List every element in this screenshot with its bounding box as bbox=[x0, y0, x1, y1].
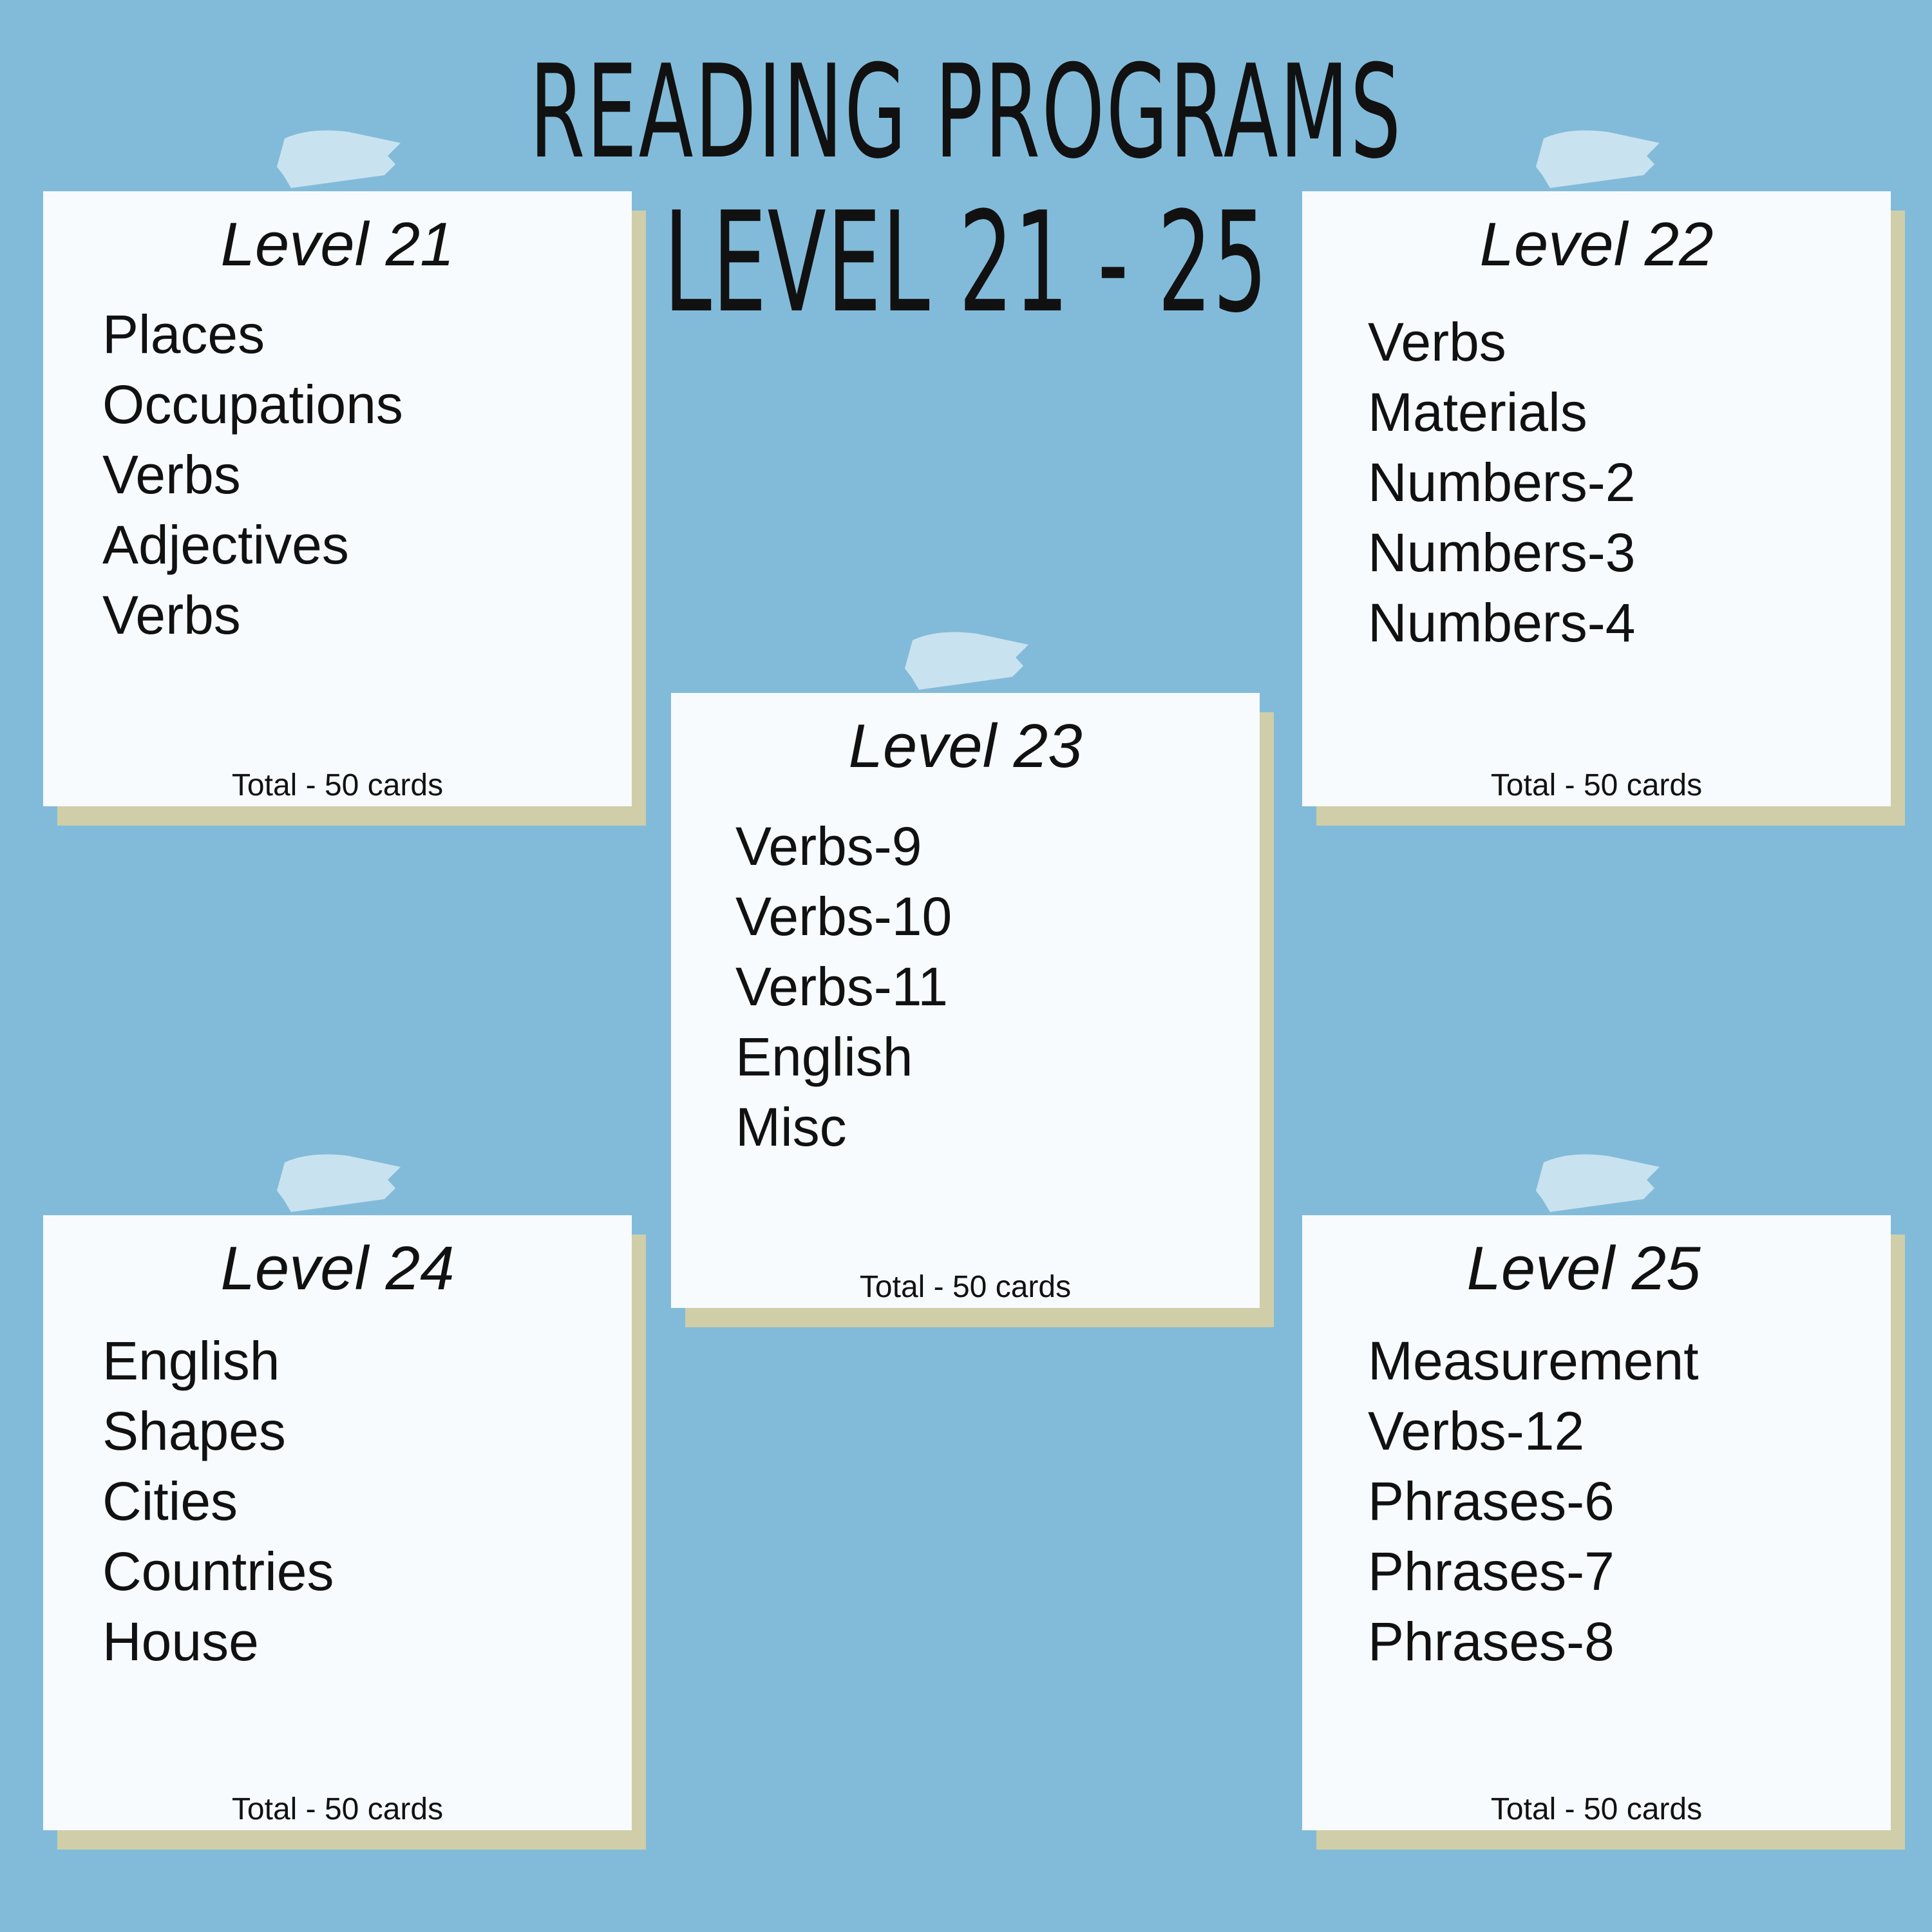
list-item: Verbs-11 bbox=[735, 956, 948, 1017]
list-item: Verbs-9 bbox=[735, 816, 922, 876]
page-title: READING PROGRAMS bbox=[529, 37, 1403, 187]
level-heading: Level 21 bbox=[220, 210, 455, 279]
list-item: Numbers-4 bbox=[1368, 592, 1636, 653]
list-item: Phrases-8 bbox=[1368, 1611, 1615, 1672]
list-item: Occupations bbox=[102, 374, 403, 435]
list-item: Verbs-10 bbox=[735, 886, 952, 947]
page-subtitle: LEVEL 21 - 25 bbox=[663, 182, 1269, 343]
topic-list bbox=[102, 299, 403, 650]
card-paper bbox=[43, 1215, 632, 1830]
card-total: Total - 50 cards bbox=[1490, 1792, 1703, 1826]
level-heading: Level 22 bbox=[1479, 210, 1714, 279]
list-item: Measurement bbox=[1368, 1331, 1699, 1391]
list-item: Verbs bbox=[1368, 312, 1506, 372]
topic-list bbox=[102, 1326, 334, 1677]
level-heading: Level 23 bbox=[848, 712, 1083, 781]
topic-list bbox=[1368, 307, 1635, 658]
card-total: Total - 50 cards bbox=[231, 1792, 444, 1826]
list-item: Cities bbox=[102, 1471, 238, 1531]
list-item: Places bbox=[102, 304, 265, 365]
list-item: Verbs-12 bbox=[1368, 1401, 1585, 1461]
list-item: English bbox=[735, 1027, 913, 1087]
list-item: Phrases-7 bbox=[1368, 1541, 1615, 1602]
list-item: Numbers-3 bbox=[1368, 522, 1636, 583]
list-item: Verbs bbox=[102, 444, 241, 505]
card-paper bbox=[671, 693, 1260, 1308]
level-card-22 bbox=[1302, 191, 1891, 806]
level-card-23 bbox=[671, 693, 1260, 1308]
level-card-25 bbox=[1302, 1215, 1891, 1830]
card-paper bbox=[1302, 1215, 1891, 1830]
list-item: English bbox=[102, 1331, 280, 1391]
card-total: Total - 50 cards bbox=[1490, 768, 1703, 802]
level-heading: Level 24 bbox=[220, 1234, 455, 1303]
level-card-21 bbox=[43, 191, 632, 806]
topic-list bbox=[1368, 1326, 1699, 1677]
list-item: Misc bbox=[735, 1097, 847, 1157]
card-total: Total - 50 cards bbox=[859, 1270, 1072, 1304]
card-total: Total - 50 cards bbox=[231, 768, 444, 802]
list-item: Phrases-6 bbox=[1368, 1471, 1615, 1531]
card-paper bbox=[43, 191, 632, 806]
list-item: Numbers-2 bbox=[1368, 452, 1636, 513]
list-item: Verbs bbox=[102, 585, 241, 645]
list-item: Adjectives bbox=[102, 515, 349, 575]
level-heading: Level 25 bbox=[1466, 1234, 1701, 1303]
card-paper bbox=[1302, 191, 1891, 806]
level-card-24 bbox=[43, 1215, 632, 1830]
list-item: Shapes bbox=[102, 1401, 286, 1461]
list-item: Materials bbox=[1368, 382, 1587, 442]
topic-list bbox=[735, 811, 952, 1162]
list-item: Countries bbox=[102, 1541, 334, 1602]
list-item: House bbox=[102, 1611, 259, 1672]
